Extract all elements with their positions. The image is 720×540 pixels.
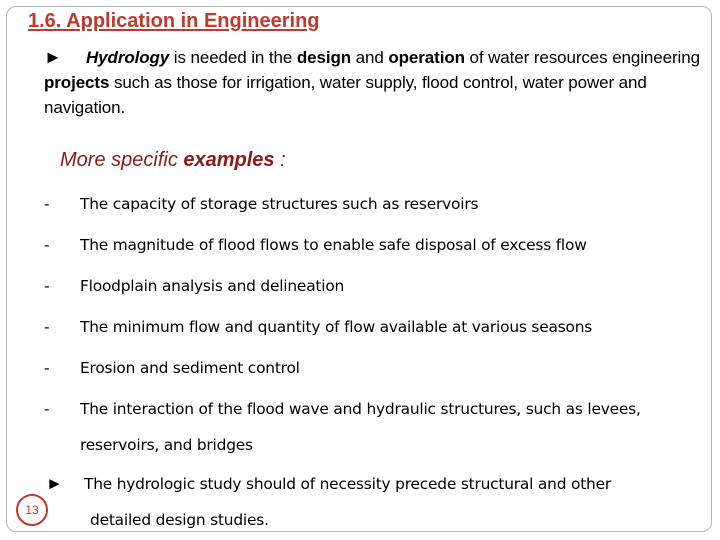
conclusion-line-2: detailed design studies. (90, 511, 269, 529)
examples-heading (60, 149, 286, 172)
intro-text-3: of water resources engineering (464, 48, 700, 67)
list-item (44, 391, 704, 463)
list-item-text: The interaction of the flood wave and hydraulic structures, such as levees, reservoirs, and bridges (80, 400, 641, 454)
page-number-badge: 13 (16, 494, 48, 526)
dash-bullet: - (44, 195, 50, 213)
triangle-bullet-icon: ► (46, 474, 63, 493)
list-item-text: Erosion and sediment control (80, 359, 300, 377)
examples-list (44, 186, 704, 463)
examples-heading-bold: examples (183, 149, 275, 171)
intro-projects: projects (44, 73, 110, 92)
list-item (44, 268, 704, 309)
intro-text-1: is needed in the (169, 48, 297, 67)
list-item-text: The minimum flow and quantity of flow available at various seasons (80, 318, 593, 336)
intro-text-4: such as those for irrigation, water supply, flood control, water power and navigation. (44, 73, 647, 117)
list-item (44, 309, 704, 350)
dash-bullet: - (44, 318, 50, 336)
intro-operation: operation (388, 48, 465, 67)
list-item (44, 186, 704, 227)
list-item (44, 350, 704, 391)
examples-heading-post: : (274, 149, 286, 171)
list-item-text: Floodplain analysis and delineation (80, 277, 345, 295)
list-item-text: The capacity of storage structures such as reservoirs (80, 195, 479, 213)
triangle-bullet-icon: ► (44, 47, 62, 67)
intro-hydrology: Hydrology (86, 48, 170, 67)
dash-bullet: - (44, 400, 50, 418)
examples-heading-pre: More specific (60, 149, 184, 171)
intro-design: design (296, 48, 352, 67)
dash-bullet: - (44, 236, 50, 254)
conclusion-text-1: The hydrologic study should of necessity precede structural and other (84, 475, 611, 493)
conclusion-line-1 (46, 466, 710, 502)
intro-paragraph (44, 45, 716, 120)
dash-bullet: - (44, 359, 50, 377)
list-item-text: The magnitude of flood flows to enable safe disposal of excess flow (80, 236, 587, 254)
list-item (44, 227, 704, 268)
conclusion-paragraph (46, 466, 710, 538)
dash-bullet: - (44, 277, 50, 295)
slide-title: 1.6. Application in Engineering (28, 10, 320, 32)
intro-text-2: and (351, 48, 389, 67)
